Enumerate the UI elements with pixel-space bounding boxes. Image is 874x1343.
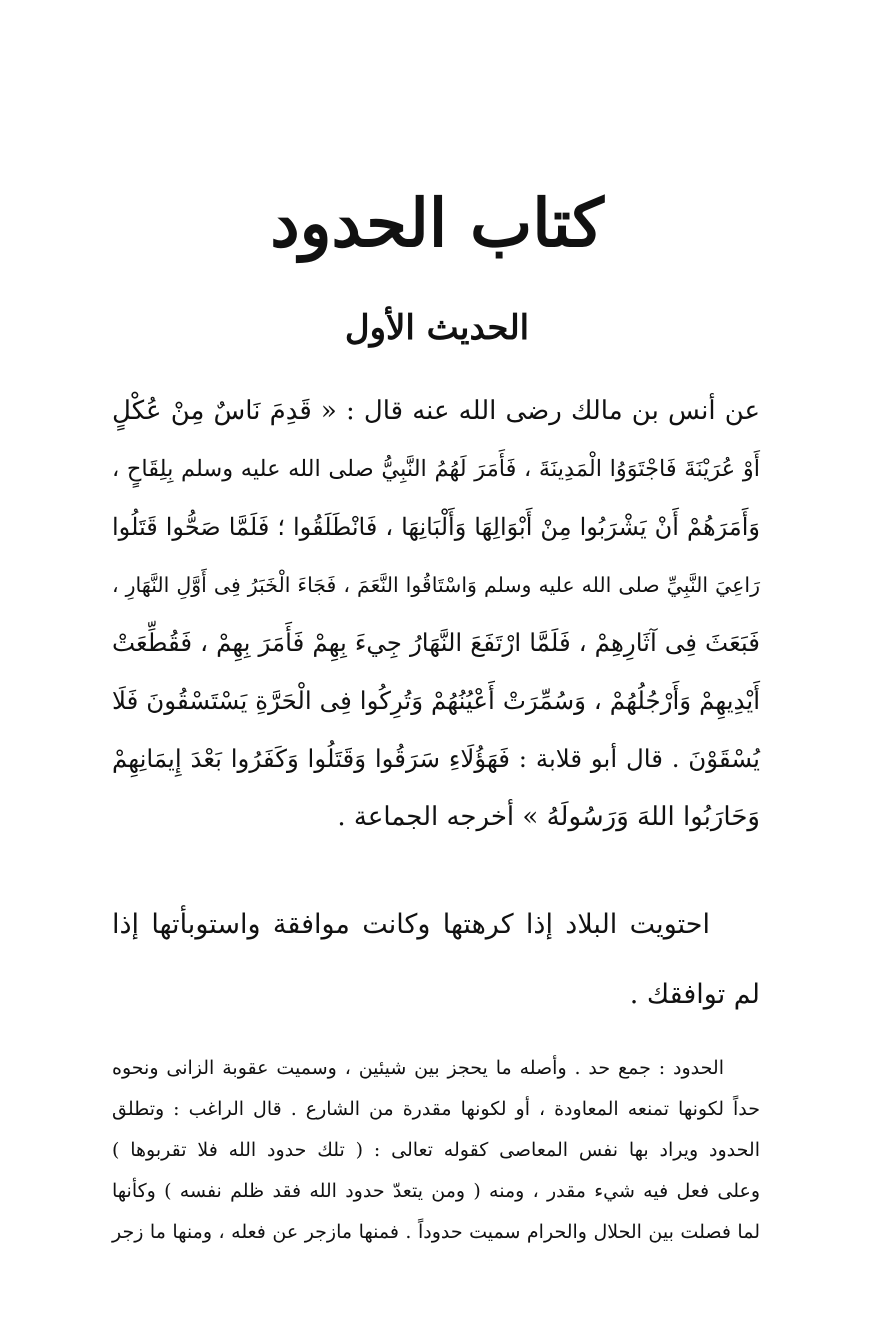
hadith-line: عن أنس بن مالك رضى الله عنه قال : « قَدِمَ نَاسٌ مِنْ عُكْلٍ bbox=[112, 396, 760, 426]
footnote-line: حداً لكونها تمنعه المعاودة ، أو لكونها مقدرة من الشارع . قال الراغب : وتطلق bbox=[112, 1098, 760, 1120]
hadith-line: يُسْقَوْنَ . قال أبو قلابة : فَهَؤُلَاءِ سَرَقُوا وَقَتَلُوا وَكَفَرُوا بَعْدَ إِيمَانِهِمْ bbox=[112, 744, 760, 773]
hadith-line: وَحَارَبُوا اللهَ وَرَسُولَهُ » أخرجه الجماعة . bbox=[337, 802, 760, 832]
footnote bbox=[112, 1048, 760, 1253]
footnote-line: الحدود ويراد بها نفس المعاصى كقوله تعالى : ( تلك حدود الله فلا تقربوها ) bbox=[112, 1139, 760, 1161]
footnote-line: لما فصلت بين الحلال والحرام سميت حدوداً . فمنها مازجر عن فعله ، ومنها ما زجر bbox=[112, 1221, 760, 1243]
book-title: كتاب الحدود bbox=[270, 184, 604, 262]
commentary-paragraph bbox=[112, 893, 760, 1033]
commentary-line: لم توافقك . bbox=[629, 979, 760, 1010]
footnote-line: الحدود : جمع حد . وأصله ما يحجز بين شيئين ، وسميت عقوبة الزانى ونحوه bbox=[112, 1057, 724, 1079]
hadith-line: أَيْدِيهِمْ وَأَرْجُلُهُمْ ، وَسُمِّرَتْ أَعْيُنُهُمْ وَتُرِكُوا فِى الْحَرَّةِ يَسْتَسْقُونَ فَلَا bbox=[112, 686, 760, 715]
hadith-line: رَاعِيَ النَّبِيِّ صلى الله عليه وسلم وَاسْتَاقُوا النَّعَمَ ، فَجَاءَ الْخَبَرُ فِى أَوَّلِ النَّهَارِ ، bbox=[112, 573, 760, 597]
hadith-title: الحديث الأول bbox=[344, 308, 530, 348]
hadith-line: فَبَعَثَ فِى آثَارِهِمْ ، فَلَمَّا ارْتَفَعَ النَّهَارُ جِيءَ بِهِمْ فَأَمَرَ بِهِمْ ، فَقُطِّعَتْ bbox=[112, 628, 760, 657]
footnote-line: وعلى فعل فيه شيء مقدر ، ومنه ( ومن يتعدّ حدود الله فقد ظلم نفسه ) وكأنها bbox=[112, 1180, 760, 1202]
hadith-line: وَأَمَرَهُمْ أَنْ يَشْرَبُوا مِنْ أَبْوَالِهَا وَأَلْبَانِهَا ، فَانْطَلَقُوا ؛ فَلَمَّا صَحُّوا قَتَلُوا bbox=[112, 513, 760, 541]
commentary-line: احتويت البلاد إذا كرهتها وكانت موافقة واستوبأتها إذا bbox=[112, 909, 710, 940]
hadith-text bbox=[112, 382, 760, 846]
hadith-line: أَوْ عُرَيْنَةَ فَاجْتَوَوُا الْمَدِينَةَ ، فَأَمَرَ لَهُمُ النَّبِيُّ صلى الله عليه وسلم بِلِقَاحٍ ، bbox=[112, 456, 760, 482]
